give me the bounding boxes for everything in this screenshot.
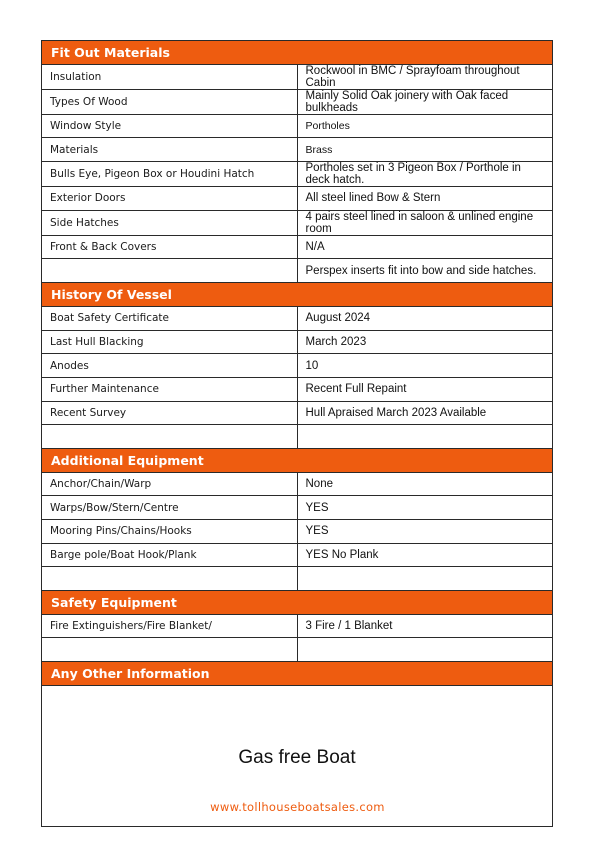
- section-title: Fit Out Materials: [42, 41, 553, 65]
- row-value: 3 Fire / 1 Blanket: [297, 614, 553, 638]
- section-header-history: [42, 283, 553, 307]
- row-value: YES: [297, 496, 553, 520]
- row-label: Last Hull Blacking: [42, 330, 298, 354]
- row-value: March 2023: [297, 330, 553, 354]
- row-label: Fire Extinguishers/Fire Blanket/: [42, 614, 298, 638]
- row-label: Mooring Pins/Chains/Hooks: [42, 520, 298, 544]
- table-row: [42, 235, 553, 259]
- row-value: N/A: [297, 235, 553, 259]
- table-row: [42, 472, 553, 496]
- row-label: Further Maintenance: [42, 377, 298, 401]
- table-row: [42, 210, 553, 235]
- row-label: Recent Survey: [42, 401, 298, 425]
- table-row: [42, 259, 553, 283]
- section-header-additional: [42, 448, 553, 472]
- table-row: [42, 138, 553, 162]
- row-value: Rockwool in BMC / Sprayfoam throughout Cabin: [297, 64, 553, 89]
- row-value: Brass: [297, 138, 553, 162]
- table-row: [42, 187, 553, 211]
- table-row: [42, 89, 553, 114]
- row-label: Front & Back Covers: [42, 235, 298, 259]
- row-value: Portholes: [297, 114, 553, 138]
- row-value: YES: [297, 520, 553, 544]
- row-value: Portholes set in 3 Pigeon Box / Porthole in deck hatch.: [297, 162, 553, 187]
- row-value: [297, 425, 553, 449]
- row-label: Anodes: [42, 354, 298, 378]
- row-label: [42, 425, 298, 449]
- row-label: Materials: [42, 138, 298, 162]
- table-row: [42, 520, 553, 544]
- row-value: Hull Apraised March 2023 Available: [297, 401, 553, 425]
- row-label: [42, 638, 298, 662]
- table-row: [42, 330, 553, 354]
- table-row: [42, 377, 553, 401]
- section-title: Safety Equipment: [42, 591, 553, 615]
- section-title: History Of Vessel: [42, 283, 553, 307]
- table-row: [42, 114, 553, 138]
- row-value: [297, 567, 553, 591]
- spec-table: [41, 40, 553, 827]
- row-label: [42, 567, 298, 591]
- section-header-safety: [42, 591, 553, 615]
- table-row: [42, 496, 553, 520]
- row-label: Warps/Bow/Stern/Centre: [42, 496, 298, 520]
- table-row: [42, 306, 553, 330]
- row-label: Exterior Doors: [42, 187, 298, 211]
- row-label: Insulation: [42, 64, 298, 89]
- row-value: 10: [297, 354, 553, 378]
- table-row: [42, 638, 553, 662]
- table-row: [42, 162, 553, 187]
- row-value: Mainly Solid Oak joinery with Oak faced bulkheads: [297, 89, 553, 114]
- row-label: [42, 259, 298, 283]
- row-label: Barge pole/Boat Hook/Plank: [42, 543, 298, 567]
- table-row: [42, 614, 553, 638]
- row-value: Recent Full Repaint: [297, 377, 553, 401]
- section-title: Additional Equipment: [42, 448, 553, 472]
- row-label: Side Hatches: [42, 210, 298, 235]
- boat-spec-sheet: [41, 40, 553, 827]
- section-header-fit-out: [42, 41, 553, 65]
- row-label: Boat Safety Certificate: [42, 306, 298, 330]
- row-value: August 2024: [297, 306, 553, 330]
- row-label: Anchor/Chain/Warp: [42, 472, 298, 496]
- other-info-text: Gas free Boat: [42, 685, 553, 826]
- row-value: 4 pairs steel lined in saloon & unlined engine room: [297, 210, 553, 235]
- row-value: [297, 638, 553, 662]
- table-row: [42, 354, 553, 378]
- section-header-other: [42, 662, 553, 686]
- table-row: [42, 64, 553, 89]
- table-row: [42, 567, 553, 591]
- row-value: Perspex inserts fit into bow and side hatches.: [297, 259, 553, 283]
- row-label: Types Of Wood: [42, 89, 298, 114]
- table-row: [42, 425, 553, 449]
- row-label: Bulls Eye, Pigeon Box or Houdini Hatch: [42, 162, 298, 187]
- row-value: All steel lined Bow & Stern: [297, 187, 553, 211]
- section-title: Any Other Information: [42, 662, 553, 686]
- table-row: [42, 401, 553, 425]
- table-row: [42, 543, 553, 567]
- website-link[interactable]: www.tollhouseboatsales.com: [210, 800, 385, 814]
- row-label: Window Style: [42, 114, 298, 138]
- row-value: YES No Plank: [297, 543, 553, 567]
- row-value: None: [297, 472, 553, 496]
